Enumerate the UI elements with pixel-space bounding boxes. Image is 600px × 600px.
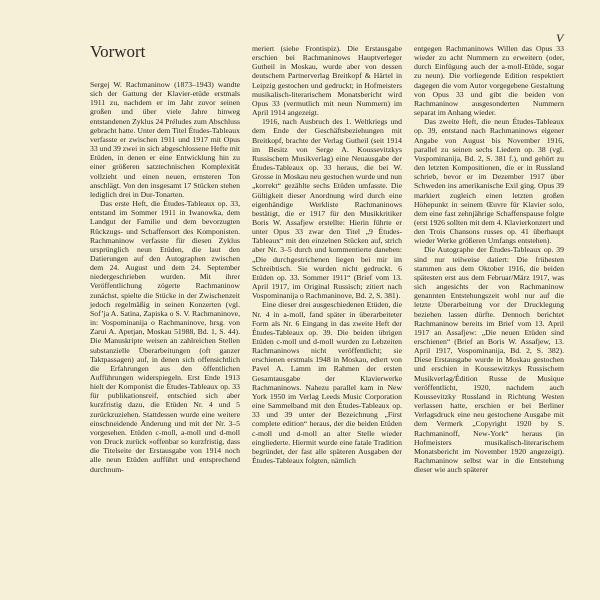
paragraph: entgegen Rachmaninows Willen das Opus 33 wieder zu acht Nummern zu erweitern (oder, durch Einfügung auch der a-moll-Etüde, sogar zu neun). Die vorliegende Edition respektiert dagegen die vom Autor vorgegebene Gestaltung von Opus 33 und gibt die beiden von Rachmaninow ausgesonderten Nummern separat im Anhang wieder. [414,44,564,118]
page-number: V [556,31,564,45]
paragraph: Das erste Heft, die Études-Tableaux op. 33, entstand im Sommer 1911 in Iwanowka, dem Landgut der Familie und dem bevorzugten Rückzugs- und Schaffensort des Komponisten. Rachmaninow verfasste für diesen Zyklus ursprünglich neun Etüden, die laut den Datierungen auf den Autographen zwischen dem 24. August und dem 24. September niedergeschrieben wurden. Mit ihrer Veröffentlichung zögerte Rachmaninow zunächst, spielte die Stücke in der Zwischenzeit jedoch regelmäßig in seinen Konzerten (vgl. Sof’ja A. Satina, Zapiska o S. V. Rachmaninove, in: Vospominanija o Rachmaninove, hrsg. von Zarui A. Apetjan, Moskau 51988, Bd. 1, S. 44). Die Manuskripte weisen an zahlreichen Stellen substanzielle Überarbeitungen (oft ganzer Taktpassagen) auf, in denen sich offensichtlich die Erfahrungen aus den öffentlichen Aufführungen widerspiegeln. Erst Ende 1913 hielt der Komponist die Études-Tableaux op. 33 für publikationsreif, entschied sich aber kurzfristig dazu, die Etüden Nr. 4 und 5 zurückzuziehen. Stattdessen wurde eine weitere einschneidende Änderung und mit der Nr. 3–5 vorgesehen. Etüden c-moll, a-moll und d-moll von Druck zurück »offenbar so kurzfristig, dass die Titelseite der Erstausgabe von 1914 noch alle neun Etüden aufführt und entsprechend durchnum- [90,199,240,474]
paragraph: Das zweite Heft, die neun Études-Tableaux op. 39, entstand nach Rachmaninows eigener Angabe von August bis November 1916, parallel zu seinen sechs Liedern op. 38 (vgl. Vospominanija, Bd. 2, S. 381 f.), und gehört zu den letzten Kompositionen, die er in Russland schrieb, bevor er im Dezember 1917 über Schweden ins amerikanische Exil ging. Opus 39 markiert zugleich einen letzten großen Höhepunkt in seinem Œuvre für Klavier solo, dem eine fast zehnjährige Schaffenspause folgte (erst 1926 sollten mit dem 4. Klavierkonzert und den Trois Chansons russes op. 41 überhaupt wieder Werke größeren Umfangs entstehen). [414,117,564,246]
paragraph: Eine dieser drei ausgeschiedenen Etüden, die Nr. 4 in a-moll, fand später in überarbeiteter Form als Nr. 6 Eingang in das zweite Heft der Études-Tableaux op. 39. Die beiden übrigen Etüden c-moll und d-moll wurden zu Lebzeiten Rachmaninows nicht veröffentlicht; sie erschienen erstmals 1948 in Moskau, ediert von Pavel A. Lamm im Rahmen der ersten Gesamtausgabe der Klavierwerke Rachmaninows. Nahezu parallel kam in New York 1950 im Verlag Leeds Music Corporation eine Sammelband mit den Études-Tableaux op. 33 und 39 unter der Bezeichnung „First complete edition“ heraus, der die beiden Etüden c-moll und d-moll an alter Stelle wieder eingliederte. Hiermit wurde eine fatale Tradition begründet, der fast alle späteren Ausgaben der Études-Tableaux folgten, nämlich [252,300,402,466]
paragraph: Sergej W. Rachmaninow (1873–1943) wandte sich der Gattung der Klavier-etüde erstmals 1911 zu, nachdem er im Jahr zuvor seinen großen und über viele Jahre hinweg entstandenen Zyklus 24 Préludes zum Abschluss gebracht hatte. Unter dem Titel Études-Tableaux verfasste er zwischen 1911 und 1917 mit Opus 33 und 39 zwei in sich abgeschlossene Hefte mit Etüden, in denen er eine Entwicklung hin zu einer größeren satztechnischen Komplexität vollzieht und einen neuen, ernsteren Ton anschlägt. Von den insgesamt 17 Stücken stehen lediglich drei in Dur-Tonarten. [90,80,240,199]
text-column-3 [414,44,564,474]
text-column-2 [252,44,402,465]
paragraph: meriert (siehe Frontispiz). Die Erstausgabe erschien bei Rachmaninows Hauptverleger Gutheil in Moskau, wurde aber von dessen deutschem Partnerverlag Breitkopf & Härtel in Leipzig gestochen und gedruckt; in Hofmeisters musikalisch-literarischem Monatsbericht wird Opus 33 (vermutlich mit neun Nummern) im April 1914 angezeigt. [252,44,402,118]
paragraph: 1916, nach Ausbruch des 1. Weltkriegs und dem Ende der Geschäftsbeziehungen mit Breitkopf, brachte der Verlag Gutheil (seit 1914 im Besitz von Serge A. Koussevitzkys Russischem Musikverlag) eine Neuausgabe der Études-Tableaux op. 33 heraus, die bei W. Grosse in Moskau neu gestochen wurde und nun „korrekt“ gezählte sechs Etüden umfasste. Die Gültigkeit dieser Anordnung wird durch eine eigenhändige Werkliste Rachmaninows bestätigt, die er 1917 für den Musikkritiker Boris W. Assafjew erstellte: Hierin führte er unter Opus 33 zwar den Titel „9 Études-Tableaux“ mit den einzelnen Stücken auf, strich aber Nr. 3–5 durch und kommentierte daneben: „Die durchgestrichenen liegen bei mir im Schreibtisch. Sie wurden nicht gedruckt. 6 Etüden op. 33. Sommer 1911“ (Brief vom 13. April 1917, im Original Russisch; zitiert nach Vospominanija o Rachmaninove, Bd. 2, S. 381). [252,117,402,301]
text-column-1 [90,80,240,474]
page-title: Vorwort [90,42,146,61]
paragraph: Die Autographe der Études-Tableaux op. 39 sind nur teilweise datiert: Die frühesten stammen aus dem Oktober 1916, die beiden spätesten erst aus dem Februar/März 1917, was sich angesichts der von Rachmaninow genannten Entstehungszeit wohl nur auf die letzte Überarbeitung vor der Drucklegung beziehen lassen dürfte. Dennoch berichtet Rachmaninow bereits im Brief vom 13. April 1917 an Assafjew: „Die neuen Etüden sind erschienen“ (Brief an Boris W. Assafjew, 13. April 1917, Vospominanija, Bd. 2, S. 382). Diese Erstausgabe wurde in Moskau gestochen und erschien in Koussewitzkys Russischem Musikverlag/Édition Russe de Musique veröffentlicht, 1920, nachdem auch Koussevitzky Russland in Richtung Westen verlassen hatte, erschien er bei Berliner Verlagsdruck eine neu gestochene Ausgabe mit dem Vermerk „Copyright 1920 by S. Rachmaninoff, New-York“ heraus (in Hofmeisters musikalisch-literarischem Monatsbericht im November 1920 angezeigt). Rachmaninow selbst war in die Entstehung dieser wie auch späterer [414,245,564,475]
